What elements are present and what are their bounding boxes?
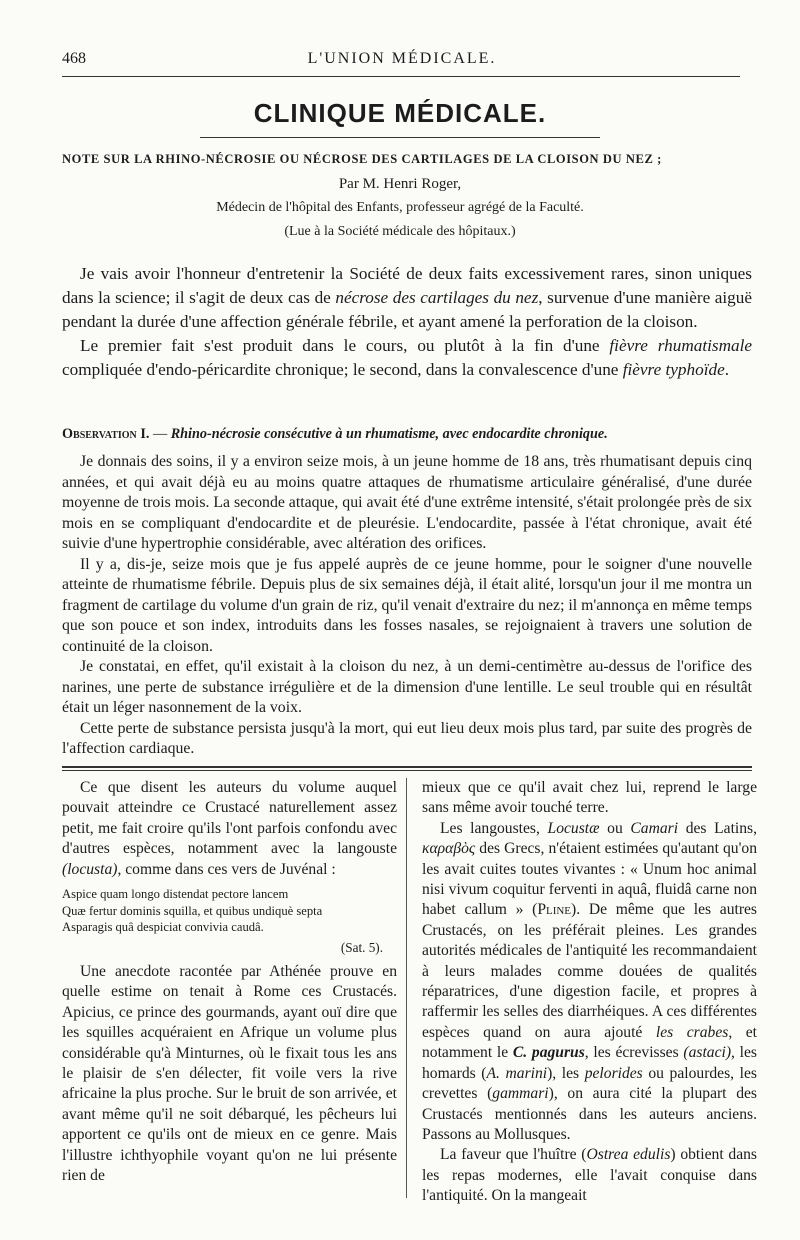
observation-paragraph: Je constatai, en effet, qu'il existait à la cloison du nez, à un demi-centimètre au-dessus de l'orifice des narines, une perte de substance irrégulière et de la dimension d'une lentille. Le seul trouble qui en résultât était un léger nasonnement de la voix.	[62, 658, 752, 716]
intro-paragraph-2: Le premier fait s'est produit dans le cours, ou plutôt à la fin d'une fièvre rhumatismale compliquée d'endo-péricardite chronique; le second, dans la convalescence d'une fièvre typhoïde.	[62, 336, 752, 379]
header-rule	[62, 76, 740, 77]
observation-label: Observation I.	[62, 426, 150, 442]
quote-citation: (Sat. 5).	[340, 939, 383, 955]
feuilleton-paragraph: Ce que disent les auteurs du volume auquel pouvait atteindre ce Crustacé naturellement assez petit, me fait croire qu'ils l'ont parfois confondu avec d'autres espèces, notamment avec la langouste (locusta), comme dans ces vers de Juvénal :	[62, 779, 397, 878]
observation-body	[62, 452, 752, 760]
observation-paragraph: Il y a, dis-je, seize mois que je fus appelé auprès de ce jeune homme, pour le soigner d'une nouvelle atteinte de rhumatisme fébrile. Depuis plus de six semaines déjà, il était alité, lorsqu'un jour il me montra un fragment de cartilage du volume d'un grain de riz, qu'il venait d'extraire du nez; il m'annonça en même temps que son pouce et son index, introduits dans les fosses nasales, se rejoignaient à travers une solution de continuité de la cloison.	[62, 555, 752, 655]
section-title: CLINIQUE MÉDICALE.	[253, 98, 547, 128]
feuilleton-rule-thin	[62, 770, 752, 771]
article-title: NOTE SUR LA RHINO-NÉCROSIE OU NÉCROSE DES CARTILAGES DE LA CLOISON DU NEZ ;	[62, 152, 662, 166]
article-intro	[62, 262, 752, 382]
observation-paragraph: Je donnais des soins, il y a environ seize mois, à un jeune homme de 18 ans, très rhumatisant depuis cinq années, et qui avait déjà eu au moins quatre attaques de rhumatisme articulaire généralisé, d'une durée moyenne de trois mois. La seconde attaque, qui avait été d'une extrême intensité, s'était prolongée près de six mois en se compliquant d'endocardite et de pleurésie. L'endocardite, passée à l'état chronique, avait été suivie d'une hypertrophie considérable, avec altération des orifices.	[62, 453, 753, 552]
quote-line: Quæ fertur dominis squilla, et quibus undiquè septa	[62, 903, 323, 918]
quote-line: Asparagis quâ despiciat convivia caudâ.	[62, 920, 264, 935]
quote-line: Aspice quam longo distendat pectore lancem	[62, 887, 289, 902]
feuilleton-right-column	[422, 778, 757, 1207]
author-byline: Par M. Henri Roger,	[338, 176, 462, 192]
feuilleton-paragraph: La faveur que l'huître (Ostrea edulis) obtient dans les repas modernes, elle l'avait conquise dans l'antiquité. On la mangeait	[422, 1146, 757, 1205]
observation-heading: Observation I. — Rhino-nécrosie consécutive à un rhumatisme, avec endocardite chronique.	[62, 426, 608, 442]
page-number: 468	[62, 50, 86, 67]
intro-paragraph-1: Je vais avoir l'honneur d'entretenir la Société de deux faits excessivement rares, sinon uniques dans la science; il s'agit de deux cas de nécrose des cartilages du nez, survenue d'une manière aiguë pendant la durée d'une affection générale fébrile, et ayant amené la perforation de la cloison.	[62, 264, 752, 331]
feuilleton-paragraph-continued: mieux que ce qu'il avait chez lui, reprend le large sans même avoir touché terre.	[422, 779, 757, 817]
feuilleton-left-column	[62, 778, 397, 1186]
feuilleton-paragraph: Les langoustes, Locustæ ou Camari des Latins, καραβὸς des Grecs, n'étaient estimées qu'autant qu'on les avait cuites toutes vivantes : « Unum hoc animal nisi vivum coquitur ferventi in aquâ, fluidâ carne non habet callum » (Pline). De même que les autres Crustacés, on les préférait pleines. Les grandes autorités médicales de l'antiquité les recommandaient à leurs malades comme douées de qualités réparatrices, d'une digestion facile, et propres à raffermir les selles des diarrhéiques. A ces différentes espèces quand on aura ajouté les crabes, et notamment le C. pagurus, les écrevisses (astaci), les homards (A. marini), les pelorides ou palourdes, les crevettes (gammari), on aura cité la plupart des Crustacés mentionnés dans les auteurs anciens. Passons au Mollusques.	[422, 819, 758, 1143]
feuilleton-rule	[62, 766, 752, 768]
observation-paragraph: Cette perte de substance persista jusqu'à la mort, qui eut lieu deux mois plus tard, par suite des progrès de l'affection cardiaque.	[62, 719, 752, 757]
author-affiliation: Médecin de l'hôpital des Enfants, professeur agrégé de la Faculté.	[216, 200, 584, 215]
observation-subtitle: Rhino-nécrosie consécutive à un rhumatisme, avec endocardite chronique.	[170, 426, 608, 442]
running-header	[62, 44, 742, 74]
section-title-rule	[200, 137, 600, 138]
latin-quotation	[62, 886, 397, 936]
column-divider	[406, 778, 407, 1198]
feuilleton-paragraph: Une anecdote racontée par Athénée prouve en quelle estime on tenait à Rome ces Crustacés. Apicius, ce prince des gourmands, ayant ouï dire que les squilles acquéraient en Afrique un volume plus considérable qu'à Minturnes, où le fixait tous les ans le plaisir de s'en délecter, fit voile vers la rive africaine la plus proche. Sur le bruit de son arrivée, et avant même qu'il ne soit débarqué, les pêcheurs lui apportent ce qu'ils ont de mieux en ce genre. Mais l'illustre ichthyophile voyant qu'on ne lui présente rien de	[62, 962, 397, 1184]
read-note: (Lue à la Société médicale des hôpitaux.)	[284, 224, 516, 239]
journal-title: L'UNION MÉDICALE.	[307, 50, 497, 67]
